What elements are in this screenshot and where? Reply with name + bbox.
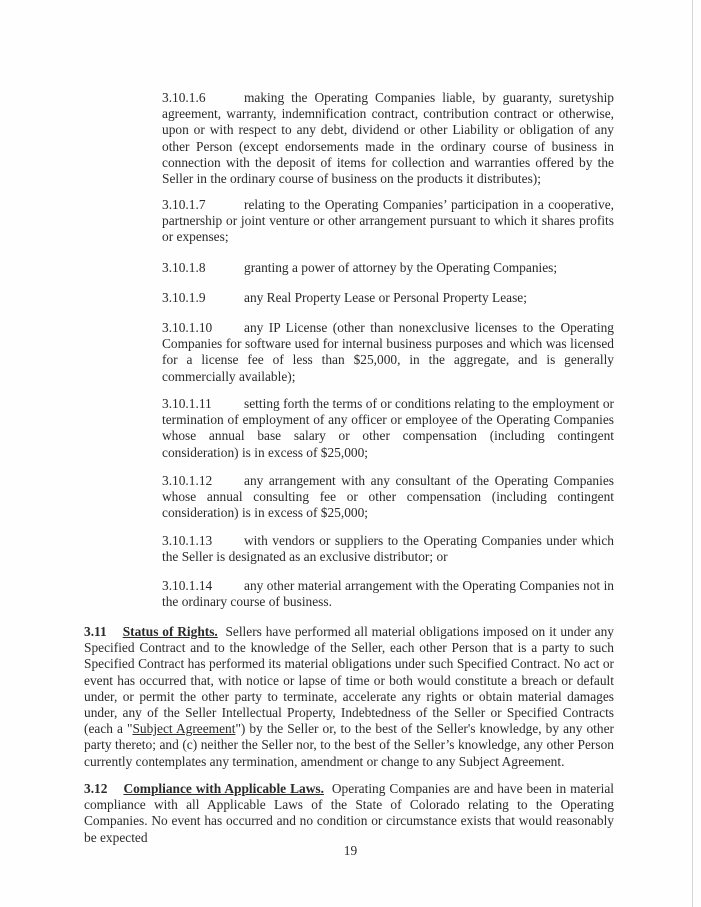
clause-3-10-1-13 [162,533,614,565]
clause-text: any Real Property Lease or Personal Property Lease; [244,290,527,305]
clause-number: 3.10.1.6 [162,90,206,105]
clause-3-10-1-14 [162,578,614,610]
clause-text: granting a power of attorney by the Operating Companies; [244,260,558,275]
section-text: Sellers have performed all material obligations imposed on it under any Specified Contract and to the knowledge of the Seller, each other Person that is a party to such Specified Contract has performed its material obligations under such Specified Contract. No act or event has occurred that, with notice or lapse of time or both would constitute a breach or default under, or permit the other party to terminate, accelerate any rights or obtain material damages under, any of the Seller Intellectual Property, Indebtedness of the Seller or Specified Contracts (each a " [84,624,614,737]
clause-3-10-1-7 [162,197,614,246]
section-text: Operating Companies are and have been in material compliance with all Applicable Laws of the State of Colorado relating to the Operating Companies. No event has occurred and no condition or circumstance exists that would reasonably be expected [84,781,614,845]
clause-3-10-1-12 [162,473,614,522]
clause-text: any arrangement with any consultant of the Operating Companies whose annual consulting fee or other compensation (including contingent consideration) is in excess of $25,000; [162,473,614,521]
defined-term: Subject Agreement [132,721,236,737]
clause-3-10-1-11 [162,396,614,461]
clause-text: relating to the Operating Companies’ participation in a cooperative, partnership or joint venture or other arrangement pursuant to which it shares profits or expenses; [162,197,614,245]
clause-3-10-1-9 [162,290,614,306]
section-3-11 [84,624,614,770]
clause-number: 3.10.1.11 [162,396,212,411]
clause-text: making the Operating Companies liable, by guaranty, suretyship agreement, warranty, indemnification contract, contribution contract or otherwise, upon or with respect to any debt, dividend or other Liability or obligation of any other Person (except endorsements made in the ordinary course of business in connection with the deposit of items for collection and warranties offered by the Seller in the ordinary course of business on the products it distributes); [162,90,614,187]
clause-3-10-1-10 [162,320,614,385]
section-text-continued: ") by the Seller or, to the best of the Seller's knowledge, by any other party thereto; and (c) neither the Seller nor, to the best of the Seller’s knowledge, any other Person currently contemplates any termination, amendment or change to any Subject Agreement. [84,721,614,769]
scan-edge [692,0,693,907]
clause-number: 3.10.1.12 [162,473,213,488]
clause-number: 3.10.1.10 [162,320,213,335]
clause-3-10-1-6 [162,90,614,187]
clause-text: any other material arrangement with the Operating Companies not in the ordinary course of business. [162,578,614,610]
clause-number: 3.10.1.14 [162,578,213,593]
page-number: 19 [343,843,358,858]
section-number: 3.12 [84,781,108,796]
section-3-12 [84,781,614,846]
clause-text: any IP License (other than nonexclusive licenses to the Operating Companies for software used for internal business purposes and which was licensed for a license fee of less than $25,000, in the aggregate, and is generally commercially available); [162,320,614,384]
section-heading: Compliance with Applicable Laws. [123,781,324,796]
clause-text: setting forth the terms of or conditions relating to the employment or termination of employment of any officer or employee of the Operating Companies whose annual base salary or other compensation (including contingent consideration) is in excess of $25,000; [162,396,614,460]
clause-number: 3.10.1.8 [162,260,206,275]
clause-text: with vendors or suppliers to the Operating Companies under which the Seller is designated as an exclusive distributor; or [162,533,614,565]
clause-number: 3.10.1.9 [162,290,206,305]
clause-3-10-1-8 [162,260,614,276]
clause-number: 3.10.1.7 [162,197,206,212]
section-number: 3.11 [84,624,107,639]
clause-number: 3.10.1.13 [162,533,213,548]
section-heading: Status of Rights. [122,624,218,639]
